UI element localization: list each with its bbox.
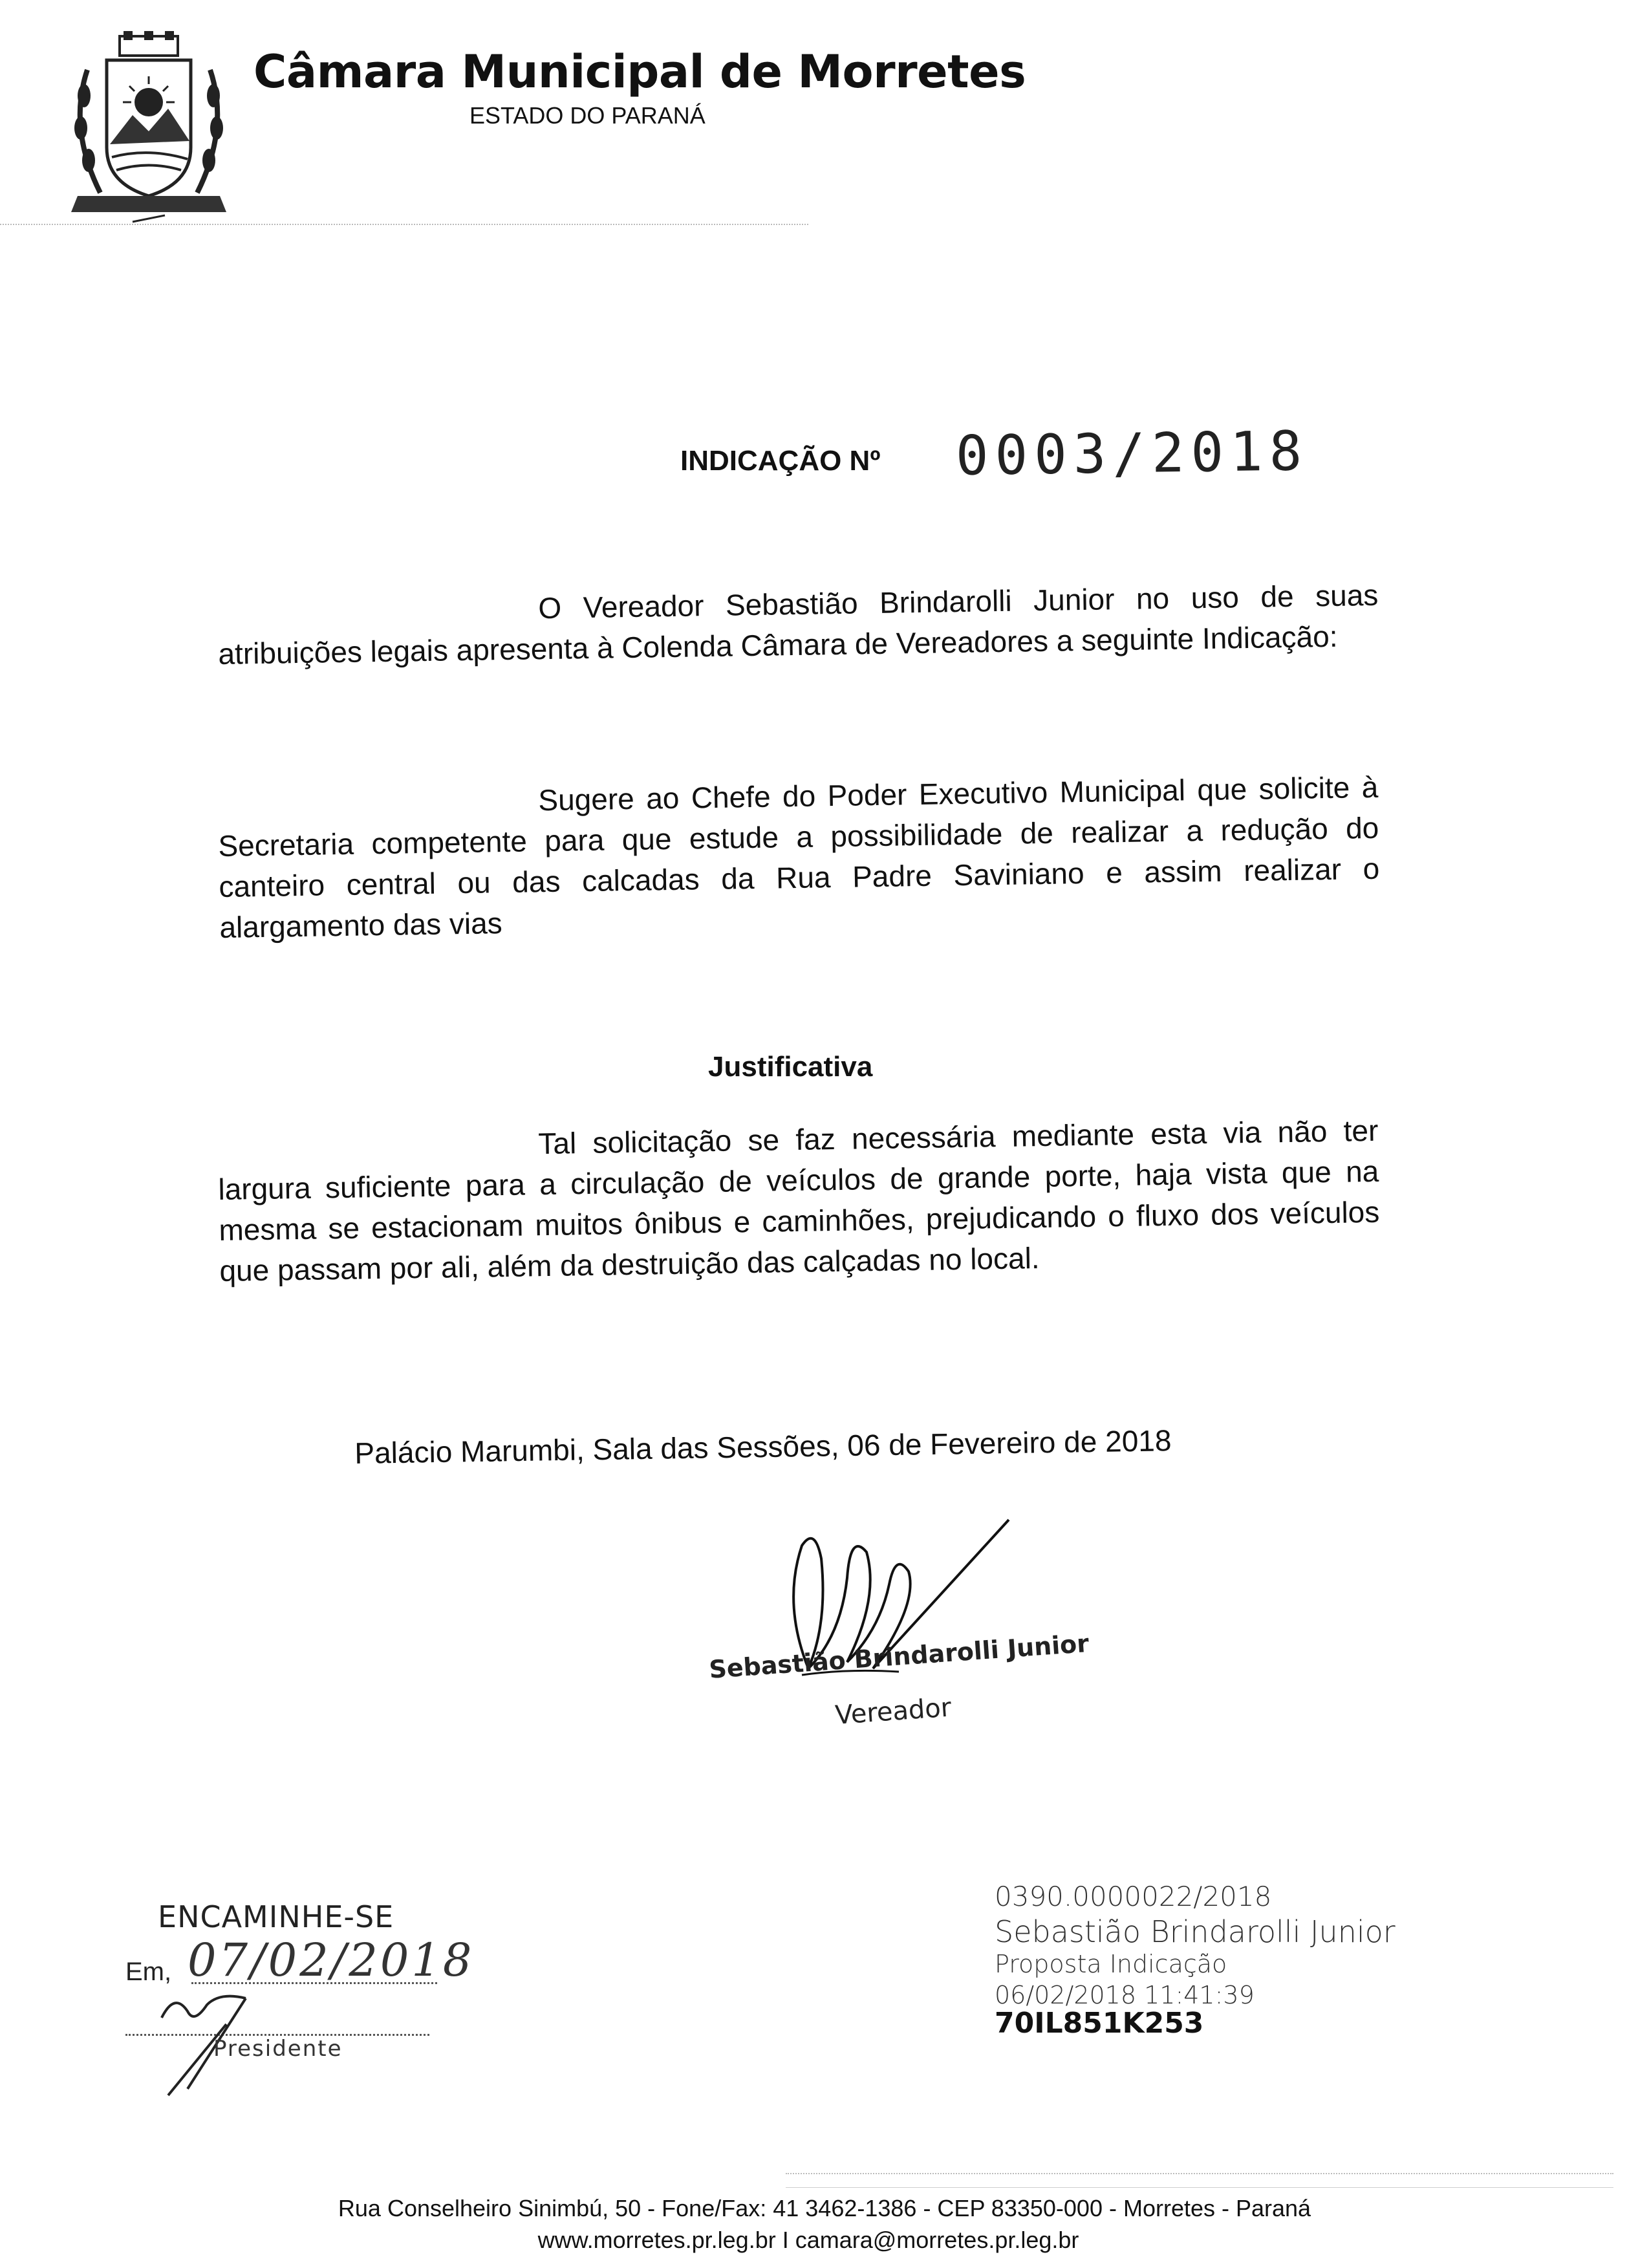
indicacao-label: INDICAÇÃO Nº — [680, 445, 881, 477]
header-divider — [0, 224, 808, 225]
protocol-number: 0390.0000022/2018 — [995, 1881, 1272, 1912]
forwarding-stamp-date: 07/02/2018 — [188, 1934, 475, 1987]
municipal-crest-logo — [61, 31, 236, 225]
protocol-type: Proposta Indicação — [995, 1950, 1227, 1978]
justification-paragraph: Tal solicitação se faz necessária mediante esta via não ter largura suficiente para a circulação de veículos de grande porte, haja vista que na mesma se estacionam muitos ônibus e caminhões, prejudicando o fluxo dos veículos que passam por ali, além da destruição das calçadas no local. — [218, 1113, 1380, 1288]
signatory-name-stamp: Sebastião Brindarolli Junior — [708, 1628, 1090, 1684]
organization-state: ESTADO DO PARANÁ — [469, 102, 706, 129]
place-date-line: Palácio Marumbi, Sala das Sessões, 06 de Fevereiro de 2018 — [354, 1423, 1172, 1470]
signatory-role-stamp: Vereador — [834, 1692, 953, 1731]
protocol-datetime: 06/02/2018 11:41:39 — [995, 1981, 1255, 2009]
forwarding-stamp-title: ENCAMINHE-SE — [158, 1899, 394, 1934]
justification-heading: Justificativa — [708, 1051, 873, 1083]
protocol-code: 70IL851K253 — [995, 2007, 1204, 2040]
intro-paragraph: O Vereador Sebastião Brindarolli Junior no uso de suas atribuições legais apresenta à Colenda Câmara de Vereadores a seguinte Indicação: — [218, 578, 1379, 671]
footer-contact: www.morretes.pr.leg.br I camara@morretes.pr.leg.br — [537, 2227, 1079, 2253]
forwarding-stamp-em-label: Em, — [125, 1958, 172, 1986]
footer-address: Rua Conselheiro Sinimbú, 50 - Fone/Fax: 41 3462-1386 - CEP 83350-000 - Morretes - Paraná — [338, 2195, 1311, 2221]
protocol-author: Sebastião Brindarolli Junior — [995, 1914, 1396, 1949]
organization-name: Câmara Municipal de Morretes — [253, 45, 1026, 98]
footer-divider — [786, 2173, 1613, 2174]
footer-divider-line — [786, 2187, 1613, 2188]
indicacao-number: 0003/2018 — [955, 419, 1309, 488]
forwarding-stamp-role: Presidente — [213, 2036, 343, 2062]
suggestion-paragraph: Sugere ao Chefe do Poder Executivo Municipal que solicite à Secretaria competente para que estude a possibilidade de realizar a redução do canteiro central ou das calcadas da Rua Padre Saviniano e assim realizar o alargamento das vias — [218, 770, 1380, 944]
handwritten-signature — [770, 1507, 1022, 1720]
